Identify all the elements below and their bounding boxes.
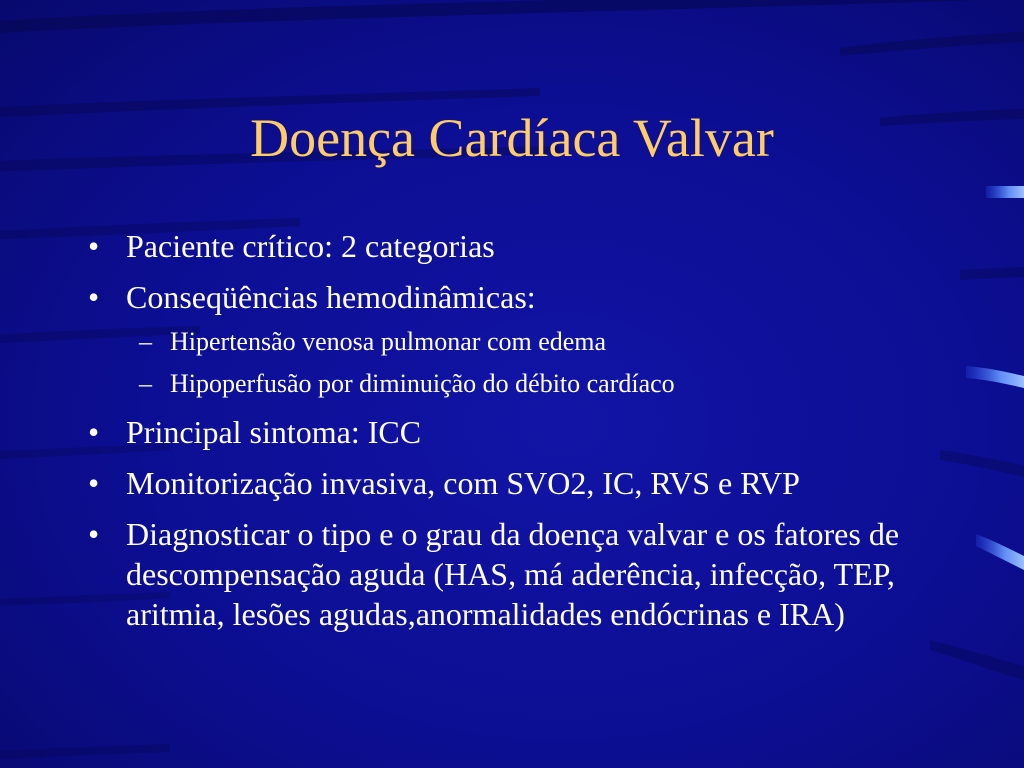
- sub-bullet-item: – Hipoperfusão por diminuição do débito cardíaco: [84, 367, 944, 401]
- bullet-item: • Paciente crítico: 2 categorias: [84, 226, 944, 266]
- bullet-item: • Diagnosticar o tipo e o grau da doença valvar e os fatores de descompensação aguda (HAS, má aderência, infecção, TEP, aritmia, lesões agudas,anormalidades endócrinas e IRA): [84, 514, 944, 634]
- bullet-item: • Conseqüências hemodinâmicas:: [84, 277, 944, 317]
- bullet-item: • Monitorização invasiva, com SVO2, IC, RVS e RVP: [84, 463, 944, 503]
- bullet-item: • Principal sintoma: ICC: [84, 412, 944, 452]
- slide-title: Doença Cardíaca Valvar: [250, 108, 774, 168]
- bullet-list: [84, 226, 944, 634]
- sub-bullet-item: – Hipertensão venosa pulmonar com edema: [84, 325, 944, 359]
